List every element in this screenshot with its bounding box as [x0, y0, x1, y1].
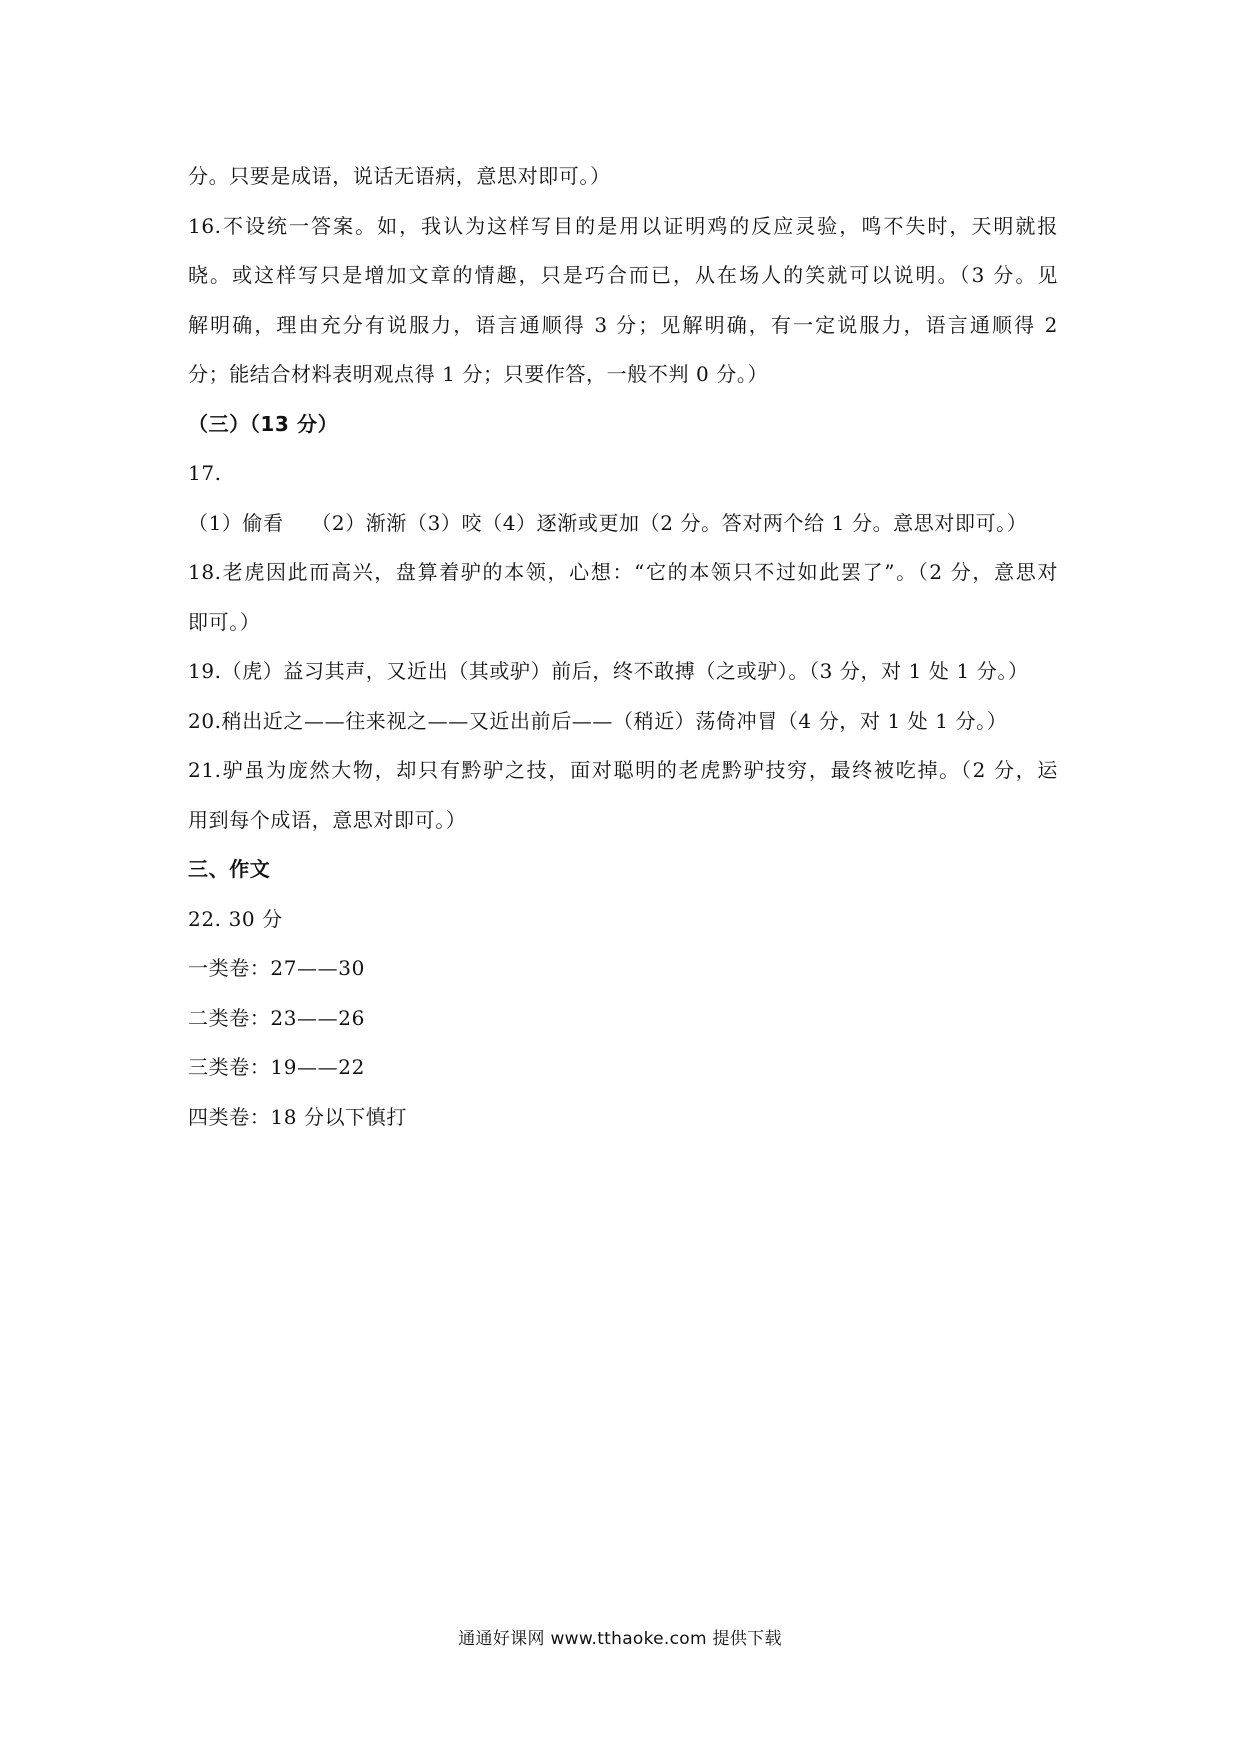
answer-21-line-2: 用到每个成语，意思对即可。） — [188, 807, 467, 832]
section-heading-3: （三）（13 分） — [188, 411, 339, 436]
section-heading-composition: 三、作文 — [188, 857, 271, 881]
grade-level-2: 二类卷：23——26 — [188, 1005, 365, 1030]
page-footer: 通通好课网 www.tthaoke.com 提供下载 — [458, 1629, 782, 1649]
answer-22-score: 22. 30 分 — [188, 906, 283, 931]
answer-18-line-1: 18.老虎因此而高兴，盘算着驴的本领，心想：“它的本领只不过如此罢了”。（2 分，意思对 — [188, 560, 1058, 584]
document-body — [188, 152, 1058, 1142]
answer-16-line-4: 分；能结合材料表明观点得 1 分；只要作答，一般不判 0 分。） — [188, 362, 769, 386]
answer-17-content: （1）偷看 （2）渐渐（3）咬（4）逐渐或更加（2 分。答对两个给 1 分。意思对即可。） — [188, 510, 1028, 535]
answer-16-line-3: 解明确，理由充分有说服力，语言通顺得 3 分；见解明确，有一定说服力，语言通顺得 2 — [188, 312, 1058, 337]
answer-18-line-2: 即可。） — [188, 609, 261, 634]
answer-17-number: 17. — [188, 461, 222, 485]
grade-level-4: 四类卷：18 分以下慎打 — [188, 1104, 408, 1129]
answer-19: 19.（虎）益习其声，又近出（其或驴）前后，终不敢搏（之或驴）。（3 分，对 1 处 1 分。） — [188, 659, 1029, 683]
answer-16-line-2: 晓。或这样写只是增加文章的情趣，只是巧合而已，从在场人的笑就可以说明。（3 分。见 — [188, 263, 1058, 287]
grade-level-3: 三类卷：19——22 — [188, 1055, 365, 1079]
grade-level-1: 一类卷：27——30 — [188, 956, 365, 980]
answer-16-line-1: 16.不设统一答案。如，我认为这样写目的是用以证明鸡的反应灵验，鸣不失时，天明就报 — [188, 213, 1058, 238]
answer-20: 20.稍出近之——往来视之——又近出前后——（稍近）荡倚冲冒（4 分，对 1 处 1 分。） — [188, 708, 1008, 733]
answer-21-line-1: 21.驴虽为庞然大物，却只有黔驴之技，面对聪明的老虎黔驴技穷，最终被吃掉。（2 分，运 — [188, 758, 1058, 782]
text-line-1: 分。只要是成语，说话无语病，意思对即可。） — [188, 164, 611, 188]
